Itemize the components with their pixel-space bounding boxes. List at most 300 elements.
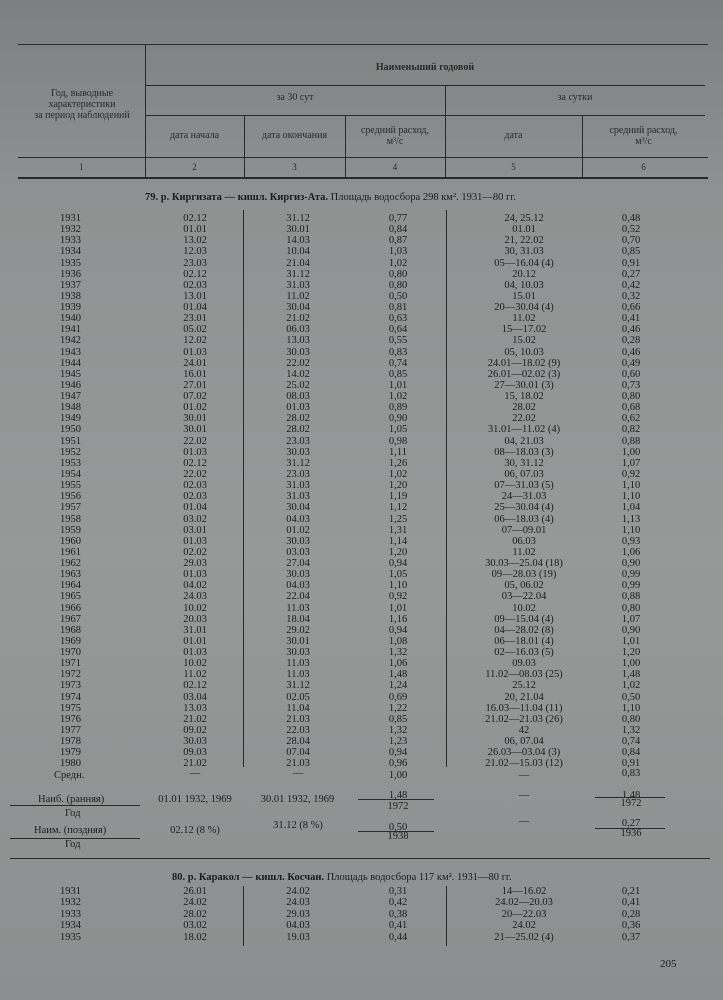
stats-max-c3: 30.01 1932, 1969	[260, 794, 335, 805]
cell-mean-flow-30d: 0,85	[388, 368, 408, 380]
cell-mean-flow-day: 1,04	[621, 502, 641, 514]
cell-end-date: 30.01	[286, 635, 310, 647]
cell-mean-flow-30d: 0,85	[388, 713, 408, 725]
cell-mean-flow-day: 1,07	[621, 613, 641, 625]
cell-end-date: 04.03	[286, 513, 310, 525]
cell-year: 1939	[60, 302, 81, 314]
cell-end-date: 06.03	[286, 324, 310, 336]
cell-end-date: 30.03	[286, 569, 310, 581]
cell-mean-flow-day: 0,80	[621, 713, 641, 725]
cell-day-date: 15.02	[512, 335, 536, 347]
page-number: 205	[660, 958, 677, 970]
cell-day-date: 03—22.04	[501, 591, 547, 603]
header-col5: дата	[504, 130, 523, 141]
cell-start-date: 02.02	[183, 546, 207, 558]
stats-max-year-c6: 1972	[620, 798, 642, 809]
cell-mean-flow-30d: 1,10	[388, 580, 408, 592]
cell-end-date: 08.03	[286, 391, 310, 403]
header-group-rule	[145, 85, 705, 86]
cell-end-date: 21.03	[286, 758, 310, 770]
cell-start-date: 12.03	[183, 246, 207, 258]
cell-day-date: 31.01—11.02 (4)	[487, 424, 561, 436]
cell-day-date: 42	[518, 724, 530, 736]
cell-end-date: 28.04	[286, 736, 310, 748]
cell-day-date: 27—30.01 (3)	[494, 379, 554, 391]
cell-mean-flow-day: 1,48	[621, 669, 641, 681]
cell-year: 1970	[60, 647, 81, 659]
stats-max-c2: 01.01 1932, 1969	[158, 794, 232, 805]
stats-min-year-c6: 1936	[620, 828, 642, 839]
cell-day-date: 15—17.02	[501, 324, 547, 336]
cell-day-date: 30, 31.03	[504, 246, 544, 258]
cell-year: 1971	[60, 658, 81, 670]
stats-year-row-2	[0, 839, 723, 851]
cell-mean-flow-day: 0,66	[621, 302, 641, 314]
cell-mean-flow-30d: 1,14	[388, 535, 408, 547]
cell-year: 1950	[60, 424, 81, 436]
cell-end-date: 11.02	[286, 290, 310, 302]
cell-start-date: 23.03	[183, 257, 207, 269]
cell-end-date: 28.02	[286, 413, 310, 425]
cell-mean-flow-30d: 0,84	[388, 224, 408, 236]
table-row	[0, 920, 723, 932]
cell-day-date: 05—16.04 (4)	[494, 257, 554, 269]
cell-start-date: 28.02	[183, 908, 207, 920]
cell-mean-flow-30d: 1,08	[388, 635, 408, 647]
cell-start-date: 13.01	[183, 290, 207, 302]
cell-day-date: 30.03—25.04 (18)	[485, 558, 563, 570]
cell-mean-flow-day: 0,70	[621, 235, 641, 247]
header-sub-day: за сутки	[557, 92, 593, 103]
cell-year: 1976	[60, 713, 81, 725]
cell-mean-flow-day: 0,93	[621, 535, 641, 547]
cell-mean-flow-30d: 1,01	[388, 379, 408, 391]
cell-day-date: 06—18.03 (4)	[494, 513, 554, 525]
cell-mean-flow-day: 0,92	[621, 468, 641, 480]
cell-mean-flow-30d: 1,25	[388, 513, 408, 525]
cell-year: 1977	[60, 724, 81, 736]
stats-mean-c4: 1,00	[388, 770, 408, 781]
stats-min-label: Наим. (поздняя)	[34, 825, 107, 836]
cell-start-date: 01.03	[183, 535, 207, 547]
cell-end-date: 30.03	[286, 446, 310, 458]
header-col1-line3: за период наблюдений	[34, 110, 130, 121]
cell-mean-flow-30d: 0,94	[388, 747, 408, 759]
cell-end-date: 30.01	[286, 224, 310, 236]
cell-end-date: 31.12	[286, 268, 310, 280]
stats-max-value-rule-4	[358, 799, 434, 800]
cell-day-date: 20, 21.04	[504, 691, 544, 703]
cell-year: 1975	[60, 702, 81, 714]
cell-end-date: 28.02	[286, 424, 310, 436]
cell-day-date: 06, 07.04	[504, 736, 544, 748]
table-row	[0, 897, 723, 909]
cell-mean-flow-30d: 0,38	[388, 908, 408, 920]
cell-year: 1942	[60, 335, 81, 347]
cell-day-date: 21.02—21.03 (26)	[485, 713, 563, 725]
cell-start-date: 29.03	[183, 558, 207, 570]
cell-start-date: 03.02	[183, 920, 207, 932]
cell-start-date: 02.03	[183, 491, 207, 503]
stats-year-label-1: Год	[65, 808, 81, 819]
cell-start-date: 10.02	[183, 658, 207, 670]
cell-mean-flow-day: 0,52	[621, 224, 641, 236]
cell-mean-flow-day: 0,80	[621, 602, 641, 614]
cell-mean-flow-day: 1,32	[621, 724, 641, 736]
cell-mean-flow-30d: 1,02	[388, 257, 408, 269]
cell-year: 1931	[60, 213, 81, 224]
cell-day-date: 21, 22.02	[504, 235, 544, 247]
cell-mean-flow-30d: 1,26	[388, 457, 408, 469]
cell-mean-flow-day: 0,42	[621, 279, 641, 291]
cell-mean-flow-day: 1,10	[621, 491, 641, 503]
cell-year: 1972	[60, 669, 81, 681]
cell-year: 1932	[60, 224, 81, 236]
header-num-4: 4	[392, 162, 398, 172]
cell-day-date: 26.03—03.04 (3)	[487, 747, 561, 759]
cell-end-date: 30.04	[286, 502, 310, 514]
stats-min-c2: 02.12 (8 %)	[170, 825, 220, 836]
cell-day-date: 09—15.04 (4)	[494, 613, 554, 625]
cell-start-date: 01.03	[183, 346, 207, 358]
cell-mean-flow-day: 0,28	[621, 335, 641, 347]
cell-end-date: 31.12	[286, 680, 310, 692]
header-sub-30days: за 30 сут	[276, 92, 314, 103]
cell-end-date: 22.03	[286, 724, 310, 736]
cell-mean-flow-30d: 1,06	[388, 658, 408, 670]
section2-title	[172, 872, 512, 884]
table-row	[0, 932, 723, 944]
cell-start-date: 02.03	[183, 480, 207, 492]
stats-max-c6: 1,48	[621, 790, 641, 801]
cell-start-date: 23.01	[183, 313, 207, 325]
cell-year: 1941	[60, 324, 81, 336]
cell-mean-flow-day: 0,62	[621, 413, 641, 425]
cell-day-date: 14—16.02	[501, 886, 547, 897]
cell-mean-flow-30d: 0,42	[388, 897, 408, 909]
cell-start-date: 24.02	[183, 897, 207, 909]
header-col6-line1: средний расход,	[609, 125, 678, 136]
cell-day-date: 07—31.03 (5)	[494, 480, 554, 492]
cell-day-date: 30, 31.12	[504, 457, 544, 469]
section1-title-area: Площадь водосбора 298 км². 1931—80 гг.	[330, 192, 517, 203]
cell-end-date: 31.03	[286, 491, 310, 503]
cell-mean-flow-30d: 1,24	[388, 680, 408, 692]
cell-end-date: 13.03	[286, 335, 310, 347]
cell-year: 1948	[60, 402, 81, 414]
cell-mean-flow-day: 0,50	[621, 691, 641, 703]
header-num-1: 1	[79, 162, 84, 172]
cell-mean-flow-30d: 1,48	[388, 669, 408, 681]
cell-mean-flow-day: 1,10	[621, 702, 641, 714]
cell-mean-flow-30d: 1,02	[388, 391, 408, 403]
cell-year: 1954	[60, 468, 81, 480]
cell-day-date: 25.12	[512, 680, 536, 692]
cell-mean-flow-30d: 1,23	[388, 736, 408, 748]
cell-mean-flow-30d: 1,32	[388, 724, 408, 736]
cell-end-date: 01.03	[286, 402, 310, 414]
cell-start-date: 01.03	[183, 569, 207, 581]
stats-year-label-2: Год	[65, 839, 81, 850]
cell-mean-flow-day: 1,06	[621, 546, 641, 558]
cell-end-date: 04.03	[286, 580, 310, 592]
cell-start-date: 26.01	[183, 886, 207, 897]
cell-start-date: 01.04	[183, 302, 207, 314]
cell-day-date: 10.02	[512, 602, 536, 614]
cell-mean-flow-day: 0,46	[621, 324, 641, 336]
cell-mean-flow-day: 0,73	[621, 379, 641, 391]
cell-mean-flow-30d: 1,31	[388, 524, 408, 536]
cell-year: 1961	[60, 546, 81, 558]
cell-year: 1967	[60, 613, 81, 625]
cell-mean-flow-30d: 0,81	[388, 302, 408, 314]
table-row	[0, 909, 723, 921]
cell-year: 1962	[60, 558, 81, 570]
cell-start-date: 21.02	[183, 713, 207, 725]
cell-mean-flow-day: 0,74	[621, 736, 641, 748]
cell-mean-flow-day: 0,28	[621, 908, 641, 920]
cell-day-date: 02—16.03 (5)	[494, 647, 554, 659]
cell-mean-flow-day: 0,48	[621, 213, 641, 224]
cell-start-date: 24.01	[183, 357, 207, 369]
cell-year: 1933	[60, 235, 81, 247]
cell-mean-flow-30d: 1,22	[388, 702, 408, 714]
cell-mean-flow-day: 0,68	[621, 402, 641, 414]
cell-end-date: 11.03	[286, 658, 310, 670]
cell-mean-flow-30d: 0,94	[388, 558, 408, 570]
cell-end-date: 22.04	[286, 591, 310, 603]
cell-mean-flow-30d: 1,12	[388, 502, 408, 514]
cell-mean-flow-30d: 1,03	[388, 246, 408, 258]
cell-year: 1956	[60, 491, 81, 503]
cell-start-date: 03.04	[183, 691, 207, 703]
cell-start-date: 07.02	[183, 391, 207, 403]
cell-mean-flow-day: 0,37	[621, 931, 641, 943]
stats-max-label: Наиб. (ранняя)	[38, 794, 105, 805]
cell-end-date: 24.03	[286, 897, 310, 909]
cell-mean-flow-30d: 0,74	[388, 357, 408, 369]
cell-mean-flow-day: 0,84	[621, 747, 641, 759]
cell-day-date: 20—22.03	[501, 908, 547, 920]
cell-year: 1938	[60, 290, 81, 302]
cell-end-date: 21.04	[286, 257, 310, 269]
cell-end-date: 31.03	[286, 480, 310, 492]
cell-day-date: 24.01—18.02 (9)	[487, 357, 561, 369]
cell-day-date: 15.01	[512, 290, 536, 302]
cell-mean-flow-day: 0,49	[621, 357, 641, 369]
cell-mean-flow-day: 0,21	[621, 886, 641, 897]
cell-mean-flow-30d: 0,41	[388, 920, 408, 932]
cell-start-date: 01.04	[183, 502, 207, 514]
cell-end-date: 30.04	[286, 302, 310, 314]
cell-start-date: 02.03	[183, 279, 207, 291]
cell-mean-flow-30d: 1,32	[388, 647, 408, 659]
cell-end-date: 31.03	[286, 279, 310, 291]
cell-start-date: 01.01	[183, 224, 207, 236]
cell-end-date: 29.03	[286, 908, 310, 920]
cell-day-date: 04, 10.03	[504, 279, 544, 291]
cell-year: 1943	[60, 346, 81, 358]
cell-start-date: 02.12	[183, 268, 207, 280]
header-col1-line1: Год, выводные	[50, 88, 114, 99]
cell-mean-flow-day: 0,46	[621, 346, 641, 358]
cell-day-date: 20—30.04 (4)	[494, 302, 554, 314]
cell-year: 1952	[60, 446, 81, 458]
cell-mean-flow-day: 0,99	[621, 580, 641, 592]
cell-year: 1959	[60, 524, 81, 536]
cell-year: 1963	[60, 569, 81, 581]
cell-start-date: 02.12	[183, 213, 207, 224]
cell-year: 1935	[60, 257, 81, 269]
cell-start-date: 22.02	[183, 468, 207, 480]
cell-end-date: 29.02	[286, 624, 310, 636]
cell-start-date: 09.03	[183, 747, 207, 759]
cell-day-date: 06—18.01 (4)	[494, 635, 554, 647]
cell-mean-flow-day: 0,99	[621, 569, 641, 581]
cell-start-date: 27.01	[183, 379, 207, 391]
cell-start-date: 24.03	[183, 591, 207, 603]
cell-day-date: 20.12	[512, 268, 536, 280]
cell-mean-flow-day: 1,10	[621, 524, 641, 536]
section1-title-station: 79. р. Киргизата — кишл. Киргиз-Ата.	[145, 192, 329, 203]
table-row	[0, 886, 723, 898]
cell-mean-flow-30d: 0,90	[388, 413, 408, 425]
cell-day-date: 08—18.03 (3)	[494, 446, 554, 458]
cell-day-date: 11.02	[512, 546, 536, 558]
cell-day-date: 05, 10.03	[504, 346, 544, 358]
cell-year: 1973	[60, 680, 81, 692]
header-sub-rule	[145, 115, 705, 116]
cell-mean-flow-30d: 1,02	[388, 468, 408, 480]
cell-mean-flow-30d: 1,05	[388, 424, 408, 436]
cell-start-date: 31.01	[183, 624, 207, 636]
header-group-title: Наименьший годовой	[375, 62, 475, 73]
header-numbers-top-rule	[18, 157, 708, 158]
cell-year: 1933	[60, 908, 81, 920]
stats-mean-c6: 0,83	[621, 768, 641, 779]
cell-mean-flow-day: 0,41	[621, 897, 641, 909]
cell-mean-flow-day: 0,27	[621, 268, 641, 280]
header-col1-line2: характеристики	[48, 99, 116, 110]
cell-mean-flow-30d: 0,44	[388, 931, 408, 943]
cell-start-date: 04.02	[183, 580, 207, 592]
cell-day-date: 09.03	[512, 658, 536, 670]
cell-end-date: 03.03	[286, 546, 310, 558]
header-col6-line2: м³/с	[635, 136, 652, 147]
cell-mean-flow-day: 0,60	[621, 368, 641, 380]
header-col3: дата окончания	[261, 130, 328, 141]
cell-mean-flow-30d: 0,83	[388, 346, 408, 358]
cell-end-date: 14.03	[286, 235, 310, 247]
stats-min-c5: —	[518, 816, 530, 827]
cell-year: 1957	[60, 502, 81, 514]
cell-year: 1953	[60, 457, 81, 469]
cell-mean-flow-30d: 0,87	[388, 235, 408, 247]
stats-max-c4: 1,48	[388, 790, 408, 801]
header-num-2: 2	[192, 162, 197, 172]
cell-end-date: 02.05	[286, 691, 310, 703]
cell-end-date: 04.03	[286, 920, 310, 932]
cell-year: 1935	[60, 931, 81, 943]
stats-mean-label: Средн.	[54, 770, 85, 781]
cell-start-date: 09.02	[183, 724, 207, 736]
cell-mean-flow-30d: 0,96	[388, 758, 408, 770]
cell-year: 1965	[60, 591, 81, 603]
cell-year: 1940	[60, 313, 81, 325]
cell-mean-flow-day: 1,20	[621, 647, 641, 659]
cell-mean-flow-day: 1,02	[621, 680, 641, 692]
stats-max-c5: —	[518, 790, 530, 801]
cell-mean-flow-day: 0,82	[621, 424, 641, 436]
cell-year: 1951	[60, 435, 81, 447]
cell-start-date: 30.01	[183, 424, 207, 436]
cell-day-date: 25—30.04 (4)	[494, 502, 554, 514]
cell-mean-flow-30d: 0,94	[388, 624, 408, 636]
cell-mean-flow-30d: 1,20	[388, 480, 408, 492]
cell-day-date: 04, 21.03	[504, 435, 544, 447]
cell-mean-flow-day: 1,13	[621, 513, 641, 525]
cell-start-date: 02.12	[183, 680, 207, 692]
cell-year: 1964	[60, 580, 81, 592]
cell-start-date: 03.02	[183, 513, 207, 525]
cell-year: 1974	[60, 691, 81, 703]
cell-end-date: 31.12	[286, 457, 310, 469]
cell-start-date: 16.01	[183, 368, 207, 380]
cell-mean-flow-30d: 0,50	[388, 290, 408, 302]
cell-year: 1945	[60, 368, 81, 380]
stats-mean-c3: —	[292, 768, 304, 779]
cell-end-date: 18.04	[286, 613, 310, 625]
cell-year: 1944	[60, 357, 81, 369]
cell-end-date: 11.03	[286, 669, 310, 681]
cell-day-date: 05, 06.02	[504, 580, 544, 592]
cell-start-date: 30.03	[183, 736, 207, 748]
cell-mean-flow-day: 1,00	[621, 446, 641, 458]
cell-start-date: 01.02	[183, 402, 207, 414]
header-col4-line1: средний расход,	[360, 125, 430, 136]
cell-end-date: 30.03	[286, 535, 310, 547]
cell-year: 1955	[60, 480, 81, 492]
cell-day-date: 11.02	[512, 313, 536, 325]
cell-mean-flow-day: 1,01	[621, 635, 641, 647]
cell-day-date: 01.01	[512, 224, 536, 236]
cell-mean-flow-30d: 1,05	[388, 569, 408, 581]
cell-mean-flow-day: 0,88	[621, 435, 641, 447]
header-col4-line2: м³/с	[386, 136, 404, 147]
cell-mean-flow-30d: 1,11	[389, 446, 407, 458]
cell-day-date: 06, 07.03	[504, 468, 544, 480]
cell-year: 1969	[60, 635, 81, 647]
cell-start-date: 18.02	[183, 931, 207, 943]
stats-min-c6: 0,27	[621, 818, 641, 829]
cell-day-date: 11.02—08.03 (25)	[485, 669, 563, 681]
cell-end-date: 24.02	[286, 886, 310, 897]
cell-end-date: 23.03	[286, 435, 310, 447]
stats-min-c3: 31.12 (8 %)	[273, 820, 323, 831]
cell-year: 1966	[60, 602, 81, 614]
cell-day-date: 24—31.03	[501, 491, 547, 503]
cell-year: 1979	[60, 747, 81, 759]
cell-end-date: 31.12	[286, 213, 310, 224]
cell-end-date: 21.03	[286, 713, 310, 725]
cell-mean-flow-day: 0,36	[621, 920, 641, 932]
cell-year: 1958	[60, 513, 81, 525]
cell-mean-flow-day: 0,90	[621, 624, 641, 636]
cell-day-date: 26.01—02.02 (3)	[487, 368, 561, 380]
cell-end-date: 11.04	[286, 702, 310, 714]
stats-min-c4: 0,50	[388, 822, 408, 833]
header-num-5: 5	[511, 162, 516, 172]
